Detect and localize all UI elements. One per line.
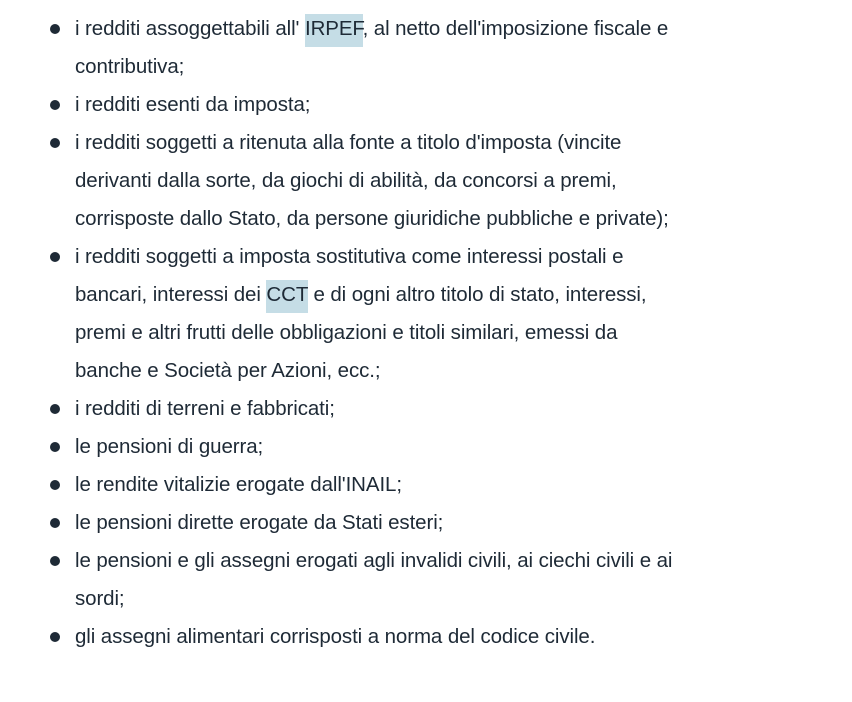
list-item — [0, 542, 685, 618]
list-item — [0, 10, 685, 86]
bullet-icon — [50, 632, 60, 642]
list-item — [0, 86, 685, 124]
item-text: le pensioni di guerra; — [75, 435, 264, 458]
abbreviation-cct[interactable]: CCT — [266, 280, 307, 313]
bullet-icon — [50, 480, 60, 490]
bullet-icon — [50, 442, 60, 452]
list-item — [0, 238, 685, 390]
item-text: , al netto dell'imposizione fiscale e contributiva; — [75, 17, 669, 78]
item-text: le pensioni dirette erogate da Stati esteri; — [75, 511, 444, 534]
abbreviation-irpef[interactable]: IRPEF — [305, 14, 363, 47]
list-item — [0, 466, 685, 504]
bullet-icon — [50, 556, 60, 566]
bullet-icon — [50, 252, 60, 262]
item-text: le rendite vitalizie erogate dall'INAIL; — [75, 473, 402, 496]
item-text: le pensioni e gli assegni erogati agli invalidi civili, ai ciechi civili e ai sordi; — [75, 549, 673, 610]
list-item — [0, 504, 685, 542]
list-item — [0, 428, 685, 466]
bullet-icon — [50, 100, 60, 110]
item-text: i redditi di terreni e fabbricati; — [75, 397, 335, 420]
list-item — [0, 124, 685, 238]
item-text: i redditi soggetti a ritenuta alla fonte a titolo d'imposta (vincite derivanti dalla sorte, da giochi di abilità, da concorsi a premi, corrisposte dallo Stato, da persone giuridiche pubbliche e private); — [75, 131, 669, 230]
bullet-icon — [50, 404, 60, 414]
item-text: i redditi assoggettabili all' — [75, 17, 305, 40]
item-text: e di ogni altro titolo di stato, interessi, premi e altri frutti delle obbligazioni e titoli similari, emessi da banche e Società per Azioni, ecc.; — [75, 283, 647, 382]
bullet-icon — [50, 24, 60, 34]
bullet-icon — [50, 518, 60, 528]
list-item — [0, 618, 685, 656]
item-text: gli assegni alimentari corrisposti a norma del codice civile. — [75, 625, 596, 648]
item-text: i redditi esenti da imposta; — [75, 93, 311, 116]
list-item — [0, 390, 685, 428]
item-text: i redditi soggetti a imposta sostitutiva come interessi postali e bancari, interessi dei — [75, 245, 624, 306]
income-list — [0, 10, 852, 656]
bullet-icon — [50, 138, 60, 148]
